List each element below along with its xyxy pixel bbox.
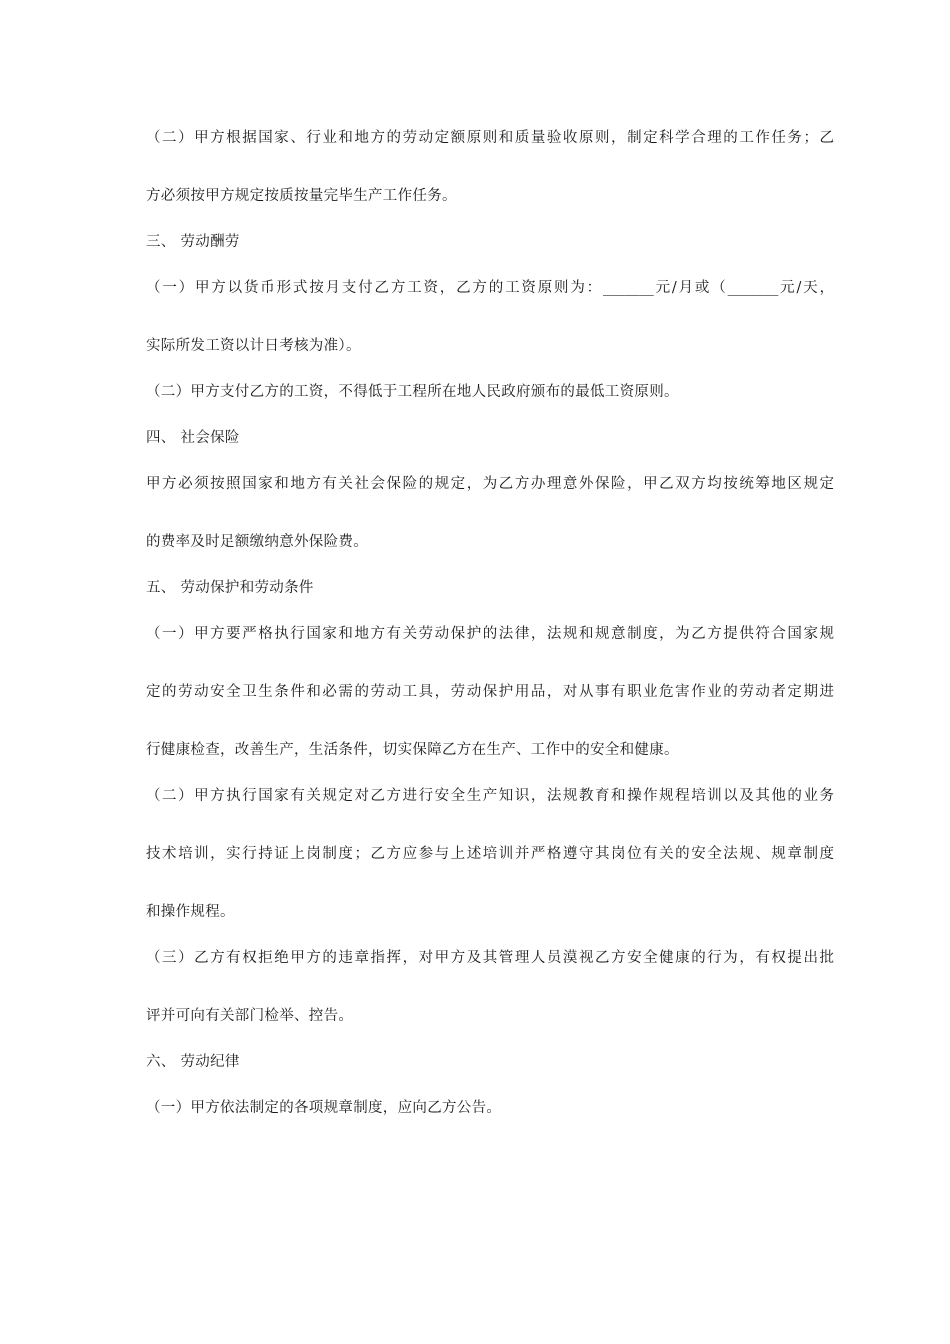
section-heading: 四、 社会保险 xyxy=(146,430,240,446)
paragraph-line: 技术培训，实行持证上岗制度；乙方应参与上述培训并严格遵守其岗位有关的安全法规、规章制度 xyxy=(146,846,834,862)
paragraph-line: 实际所发工资以计日考核为准）。 xyxy=(146,338,361,354)
paragraph-line: 和操作规程。 xyxy=(146,904,235,920)
paragraph-line: （一）甲方依法制定的各项规章制度，应向乙方公告。 xyxy=(146,1100,502,1116)
paragraph-line: 评并可向有关部门检举、控告。 xyxy=(146,1008,354,1024)
paragraph-line: （一）甲方以货币形式按月支付乙方工资，乙方的工资原则为：_______元/月或（_______元/天， xyxy=(146,280,834,296)
section-heading: 五、 劳动保护和劳动条件 xyxy=(146,580,314,596)
paragraph-line: （三）乙方有权拒绝甲方的违章指挥，对甲方及其管理人员漠视乙方安全健康的行为，有权提出批 xyxy=(146,950,834,966)
paragraph-line: 甲方必须按照国家和地方有关社会保险的规定，为乙方办理意外保险，甲乙双方均按统筹地区规定 xyxy=(146,476,834,492)
paragraph-line: 行健康检查，改善生产，生活条件，切实保障乙方在生产、工作中的安全和健康。 xyxy=(146,742,679,758)
paragraph-line: （二）甲方根据国家、行业和地方的劳动定额原则和质量验收原则，制定科学合理的工作任务；乙 xyxy=(146,130,834,146)
paragraph-line: （二）甲方支付乙方的工资，不得低于工程所在地人民政府颁布的最低工资原则。 xyxy=(146,384,679,400)
section-heading: 三、 劳动酬劳 xyxy=(146,234,240,250)
paragraph-line: （一）甲方要严格执行国家和地方有关劳动保护的法律，法规和规意制度，为乙方提供符合国家规 xyxy=(146,626,834,642)
paragraph-line: 方必须按甲方规定按质按量完毕生产工作任务。 xyxy=(146,188,457,204)
paragraph-line: 定的劳动安全卫生条件和必需的劳动工具，劳动保护用品，对从事有职业危害作业的劳动者定期进 xyxy=(146,684,834,700)
section-heading: 六、 劳动纪律 xyxy=(146,1054,240,1070)
paragraph-line: 的费率及时足额缴纳意外保险费。 xyxy=(146,534,368,550)
paragraph-line: （二）甲方执行国家有关规定对乙方进行安全生产知识，法规教育和操作规程培训以及其他的业务 xyxy=(146,788,834,804)
